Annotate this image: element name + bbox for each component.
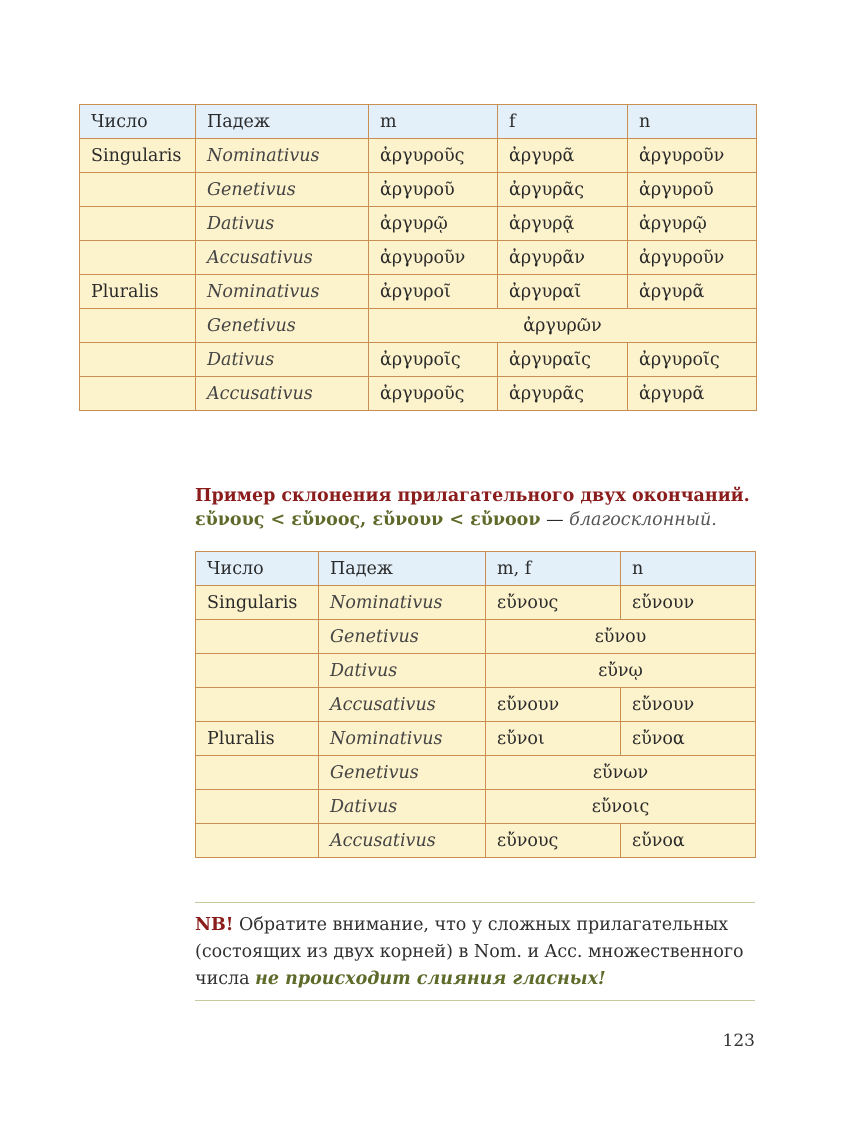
table-row — [196, 824, 756, 858]
form-cell-n: εὔνοα — [621, 722, 756, 756]
form-cell-m: ἀργυροῦ — [369, 173, 498, 207]
form-cell-mf: εὔνουν — [486, 688, 621, 722]
nb-text: Обратите внимание, что у сложных прилагательных (состоящих из двух корней) в Nom. и Acc. множественного числа — [195, 915, 744, 989]
table-row — [196, 620, 756, 654]
form-cell-n: εὔνουν — [621, 688, 756, 722]
number-cell — [80, 309, 196, 343]
number-cell — [196, 654, 319, 688]
note-bottom-rule — [195, 1000, 755, 1001]
example-dash: — — [540, 510, 570, 530]
form-cell-n: ἀργυροῦν — [628, 139, 757, 173]
column-header: n — [628, 105, 757, 139]
form-cell-m: ἀργυροῦν — [369, 241, 498, 275]
table-header-row — [196, 552, 756, 586]
case-cell: Accusativus — [196, 241, 369, 275]
number-cell — [80, 173, 196, 207]
number-cell: Pluralis — [196, 722, 319, 756]
table-row — [196, 790, 756, 824]
form-cell-m: ἀργυροῦς — [369, 139, 498, 173]
table-row — [80, 173, 757, 207]
form-cell-f: ἀργυρᾷ — [498, 207, 628, 241]
table-row — [80, 207, 757, 241]
case-cell: Nominativus — [196, 139, 369, 173]
nb-note — [195, 912, 755, 993]
table-row — [196, 586, 756, 620]
declension-table-eunous — [195, 551, 756, 858]
table-row — [80, 275, 757, 309]
case-cell: Dativus — [196, 343, 369, 377]
table-header-row — [80, 105, 757, 139]
example-heading: Пример склонения прилагательного двух окончаний. — [195, 486, 750, 506]
case-cell: Nominativus — [196, 275, 369, 309]
form-cell-n: ἀργυρᾶ — [628, 377, 757, 411]
table-row — [80, 139, 757, 173]
form-cell-mf: εὔνοι — [486, 722, 621, 756]
table-row — [80, 377, 757, 411]
number-cell: Singularis — [196, 586, 319, 620]
column-header: m, f — [486, 552, 621, 586]
form-cell-merged: εὔνοις — [486, 790, 756, 824]
case-cell: Genetivus — [196, 309, 369, 343]
column-header: m — [369, 105, 498, 139]
form-cell-n: ἀργυροῦν — [628, 241, 757, 275]
number-cell — [80, 241, 196, 275]
form-cell-mf: εὔνους — [486, 586, 621, 620]
case-cell: Genetivus — [319, 620, 486, 654]
form-cell-mf: εὔνους — [486, 824, 621, 858]
case-cell: Nominativus — [319, 586, 486, 620]
table-row — [80, 241, 757, 275]
form-cell-n: εὔνουν — [621, 586, 756, 620]
number-cell — [196, 790, 319, 824]
note-top-rule — [195, 902, 755, 903]
form-cell-merged: εὔνῳ — [486, 654, 756, 688]
case-cell: Dativus — [196, 207, 369, 241]
table-row — [80, 309, 757, 343]
column-header: Число — [80, 105, 196, 139]
table-row — [196, 654, 756, 688]
form-cell-f: ἀργυρᾶ — [498, 139, 628, 173]
column-header: Падеж — [196, 105, 369, 139]
case-cell: Nominativus — [319, 722, 486, 756]
number-cell — [196, 688, 319, 722]
example-subline — [195, 508, 750, 532]
form-cell-merged: εὔνων — [486, 756, 756, 790]
number-cell — [80, 207, 196, 241]
number-cell: Singularis — [80, 139, 196, 173]
form-cell-n: ἀργυροῖς — [628, 343, 757, 377]
form-cell-f: ἀργυρᾶς — [498, 377, 628, 411]
form-cell-n: ἀργυροῦ — [628, 173, 757, 207]
form-cell-f: ἀργυραῖς — [498, 343, 628, 377]
form-cell-n: εὔνοα — [621, 824, 756, 858]
number-cell — [196, 620, 319, 654]
declension-table-argyrous — [79, 104, 757, 411]
example-gloss: благосклонный. — [569, 510, 717, 530]
table-row — [196, 756, 756, 790]
case-cell: Genetivus — [319, 756, 486, 790]
table-row — [80, 343, 757, 377]
table-row — [196, 688, 756, 722]
form-cell-f: ἀργυραῖ — [498, 275, 628, 309]
page-number: 123 — [722, 1031, 755, 1051]
number-cell — [196, 756, 319, 790]
number-cell: Pluralis — [80, 275, 196, 309]
number-cell — [80, 377, 196, 411]
form-cell-n: ἀργυρῷ — [628, 207, 757, 241]
nb-label: NB! — [195, 915, 234, 935]
example-title — [195, 484, 750, 532]
form-cell-n: ἀργυρᾶ — [628, 275, 757, 309]
form-cell-f: ἀργυρᾶς — [498, 173, 628, 207]
table-row — [196, 722, 756, 756]
column-header: n — [621, 552, 756, 586]
form-cell-m: ἀργυροῖς — [369, 343, 498, 377]
case-cell: Accusativus — [196, 377, 369, 411]
column-header: f — [498, 105, 628, 139]
form-cell-m: ἀργυρῷ — [369, 207, 498, 241]
case-cell: Dativus — [319, 654, 486, 688]
case-cell: Accusativus — [319, 688, 486, 722]
form-cell-f: ἀργυρᾶν — [498, 241, 628, 275]
form-cell-m: ἀργυροῖ — [369, 275, 498, 309]
case-cell: Dativus — [319, 790, 486, 824]
form-cell-merged: ἀργυρῶν — [369, 309, 757, 343]
case-cell: Accusativus — [319, 824, 486, 858]
case-cell: Genetivus — [196, 173, 369, 207]
form-cell-m: ἀργυροῦς — [369, 377, 498, 411]
example-forms: εὔνους < εὔνοος, εὔνουν < εὔνοον — [195, 510, 541, 530]
column-header: Падеж — [319, 552, 486, 586]
nb-emphasis: не происходит слияния гласных! — [255, 969, 606, 989]
number-cell — [196, 824, 319, 858]
number-cell — [80, 343, 196, 377]
column-header: Число — [196, 552, 319, 586]
form-cell-merged: εὔνου — [486, 620, 756, 654]
